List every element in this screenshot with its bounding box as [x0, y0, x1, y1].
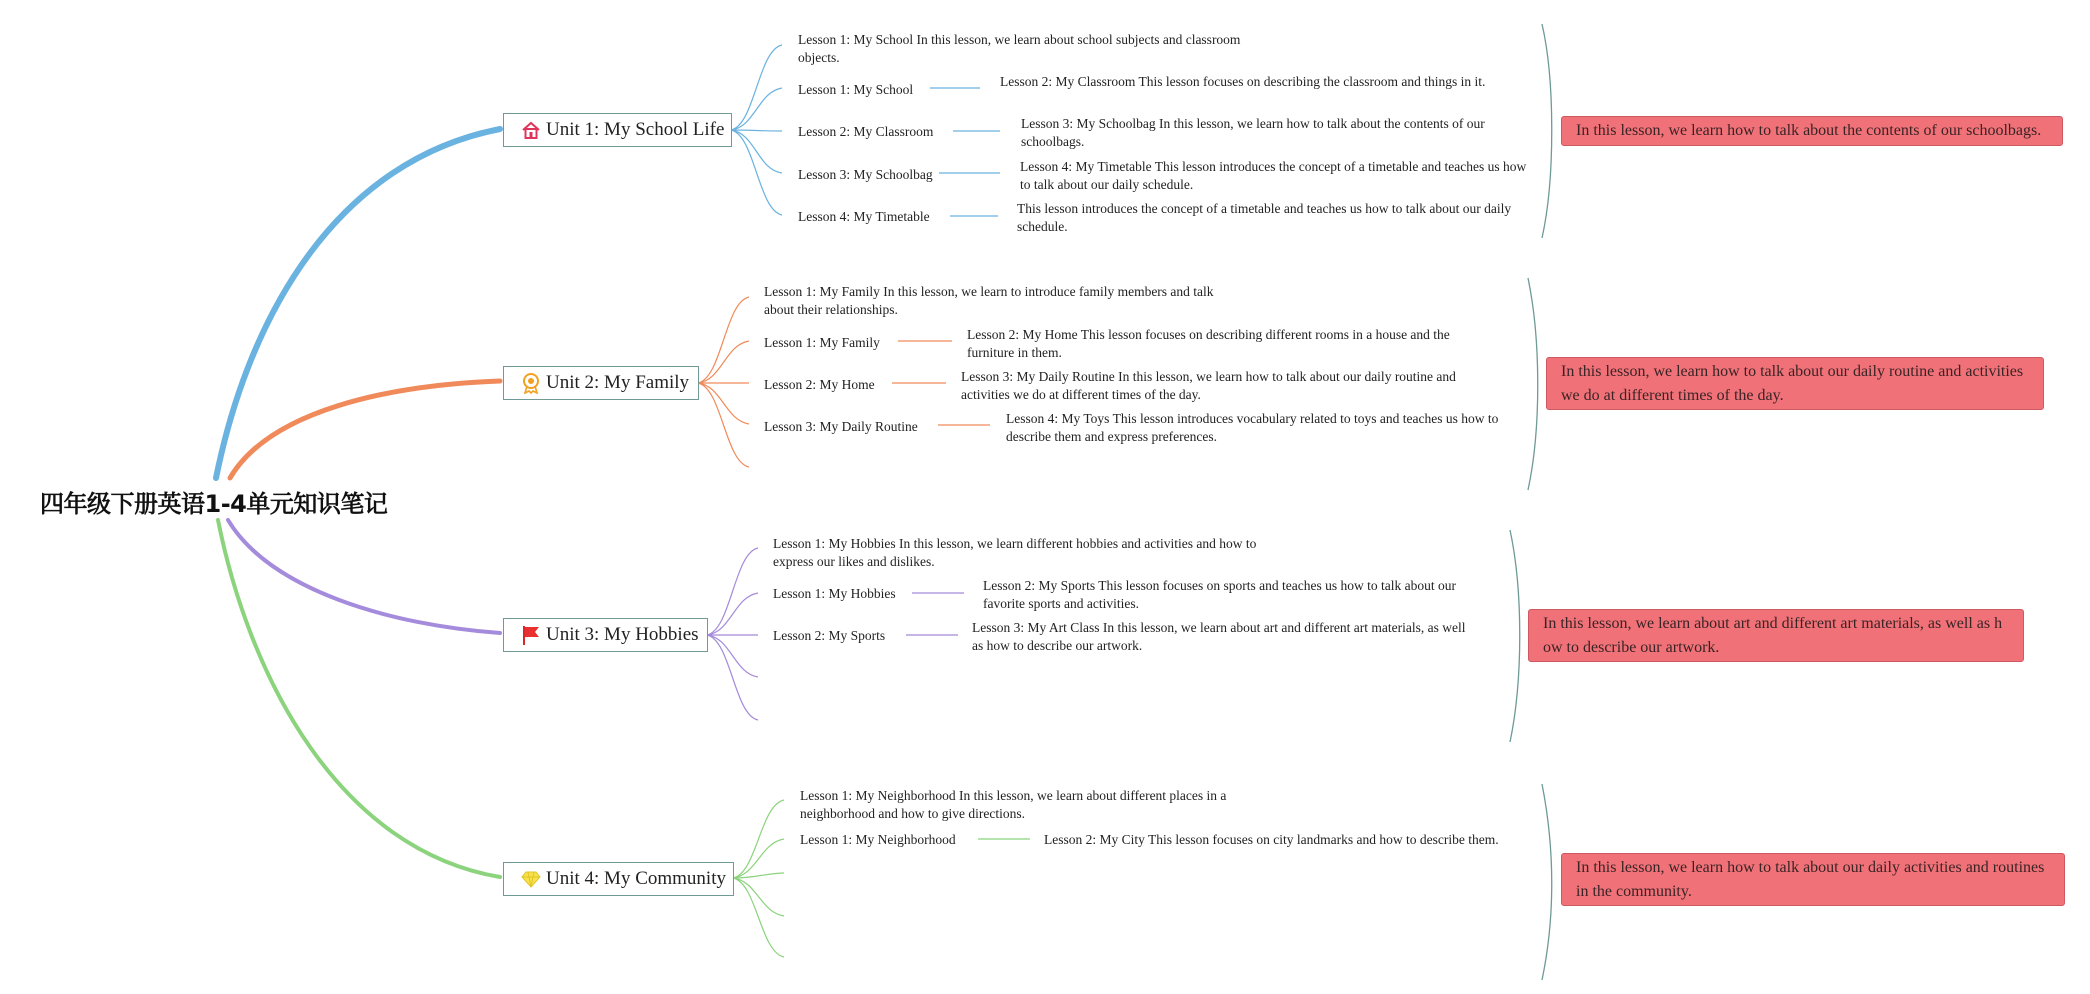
- unit-2-lesson-1[interactable]: Lesson 1: My Family: [764, 335, 880, 350]
- root-title[interactable]: 四年级下册英语1-4单元知识笔记: [40, 490, 388, 518]
- unit-1-lesson-4-desc[interactable]: This lesson introduces the concept of a timetable and teaches us how to talk about our daily schedule.: [1017, 201, 1512, 234]
- summary-bracket-unit-3: [1510, 530, 1520, 742]
- unit-2-label: Unit 2: My Family: [546, 372, 690, 393]
- unit-2-summary[interactable]: In this lesson, we learn how to talk about our daily routine and activities we do at different times of the day.: [1546, 357, 2044, 410]
- unit-4-connectors: [733, 800, 1030, 957]
- unit-4-intro[interactable]: Lesson 1: My Neighborhood In this lesson, we learn about different places in a neighborhood and how to give directions.: [800, 788, 1227, 821]
- unit-2-lesson-3[interactable]: Lesson 3: My Daily Routine: [764, 419, 918, 434]
- unit-2-intro[interactable]: Lesson 1: My Family In this lesson, we learn to introduce family members and talk about their relationships.: [764, 284, 1214, 317]
- summary-bracket-unit-1: [1542, 24, 1552, 238]
- unit-1-lesson-1[interactable]: Lesson 1: My School: [798, 82, 914, 97]
- flag-icon: [520, 624, 542, 646]
- unit-1-summary[interactable]: In this lesson, we learn how to talk about the contents of our schoolbags.: [1561, 116, 2063, 146]
- unit-2-lesson-3-desc[interactable]: Lesson 4: My Toys This lesson introduces vocabulary related to toys and teaches us how to describe them and express preferences.: [1006, 411, 1499, 444]
- unit-3-lesson-1[interactable]: Lesson 1: My Hobbies: [773, 586, 896, 601]
- branch-unit-3: [228, 520, 500, 633]
- unit-3-lesson-2[interactable]: Lesson 2: My Sports: [773, 628, 886, 643]
- unit-3-summary[interactable]: In this lesson, we learn about art and different art materials, as well as how to describe our artwork.: [1528, 609, 2024, 662]
- unit-3-intro[interactable]: Lesson 1: My Hobbies In this lesson, we learn different hobbies and activities and how to express our likes and dislikes.: [773, 536, 1257, 569]
- unit-3-node[interactable]: [503, 618, 708, 652]
- unit-1-label: Unit 1: My School Life: [546, 119, 725, 140]
- unit-4-node[interactable]: [503, 862, 734, 896]
- house-icon: [520, 119, 542, 141]
- unit-2-lesson-2[interactable]: Lesson 2: My Home: [764, 377, 875, 392]
- medal-icon: [520, 372, 542, 394]
- unit-1-lesson-3-desc[interactable]: Lesson 4: My Timetable This lesson introduces the concept of a timetable and teaches us how to talk about our daily schedule.: [1020, 159, 1527, 192]
- unit-2-lesson-2-desc[interactable]: Lesson 3: My Daily Routine In this lesson, we learn how to talk about our daily routine and activities we do at different times of the day.: [961, 369, 1456, 402]
- branch-unit-2: [230, 381, 500, 478]
- unit-1-node[interactable]: [503, 113, 732, 147]
- unit-4-label: Unit 4: My Community: [546, 868, 726, 889]
- unit-1-lesson-3[interactable]: Lesson 3: My Schoolbag: [798, 167, 933, 182]
- unit-2-node[interactable]: [503, 366, 699, 400]
- diamond-icon: [520, 868, 542, 890]
- summary-bracket-unit-4: [1542, 784, 1552, 980]
- unit-1-lesson-4[interactable]: Lesson 4: My Timetable: [798, 209, 930, 224]
- unit-1-lesson-2[interactable]: Lesson 2: My Classroom: [798, 124, 934, 139]
- unit-3-lesson-2-desc[interactable]: Lesson 3: My Art Class In this lesson, we learn about art and different art materials, as well as how to describe our artwork.: [972, 620, 1466, 653]
- unit-2-lesson-1-desc[interactable]: Lesson 2: My Home This lesson focuses on describing different rooms in a house and the furniture in them.: [967, 327, 1450, 360]
- unit-3-lesson-1-desc[interactable]: Lesson 2: My Sports This lesson focuses on sports and teaches us how to talk about our favorite sports and activities.: [983, 578, 1456, 611]
- unit-4-summary[interactable]: In this lesson, we learn how to talk about our daily activities and routines in the community.: [1561, 853, 2065, 906]
- unit-1-intro[interactable]: Lesson 1: My School In this lesson, we learn about school subjects and classroom objects.: [798, 32, 1241, 65]
- unit-1-lesson-2-desc[interactable]: Lesson 3: My Schoolbag In this lesson, we learn how to talk about the contents of our schoolbags.: [1021, 116, 1485, 149]
- unit-1-lesson-1-desc[interactable]: Lesson 2: My Classroom This lesson focuses on describing the classroom and things in it.: [1000, 74, 1486, 89]
- summary-bracket-unit-2: [1528, 278, 1538, 490]
- unit-4-lesson-1-desc[interactable]: Lesson 2: My City This lesson focuses on city landmarks and how to describe them.: [1044, 832, 1499, 847]
- branch-unit-4: [218, 520, 500, 877]
- unit-3-label: Unit 3: My Hobbies: [546, 624, 699, 645]
- unit-4-lesson-1[interactable]: Lesson 1: My Neighborhood: [800, 832, 956, 847]
- branch-unit-1: [216, 129, 500, 478]
